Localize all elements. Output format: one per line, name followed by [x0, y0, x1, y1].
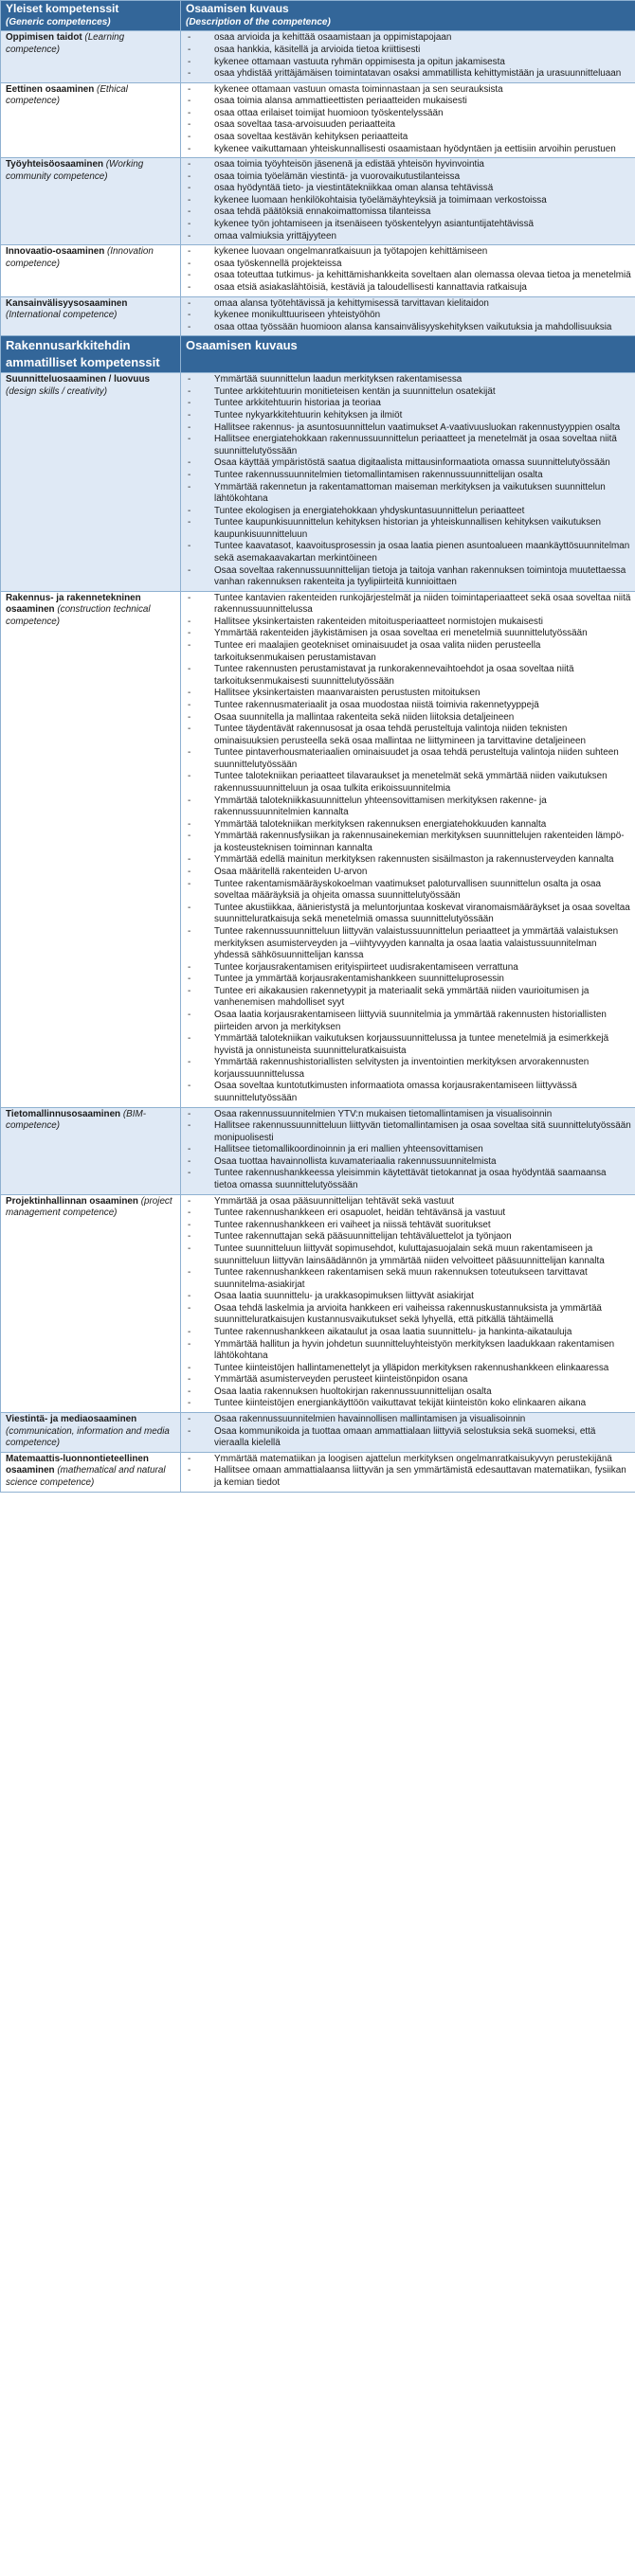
list-item: - kykenee työn johtamiseen ja itsenäiseen työskentelyyn asiantuntijatehtävissä — [186, 219, 631, 231]
competence-english-name: (International competence) — [6, 310, 118, 321]
table-row — [1, 82, 635, 157]
list-item: - Ymmärtää suunnittelun laadun merkityksen rakentamisessa — [186, 374, 631, 386]
list-item: - Osaa laatia korjausrakentamiseen liittyviä suunnitelmia ja ymmärtää rakennusten historiallisten piirteiden arvon ja merkityksen — [186, 1010, 631, 1033]
list-item: - Ymmärtää asumisterveyden perusteet kiinteistönpidon osana — [186, 1374, 631, 1386]
list-item: - Tuntee akustiikkaa, äänieristystä ja meluntorjuntaa koskevat viranomaismääräykset ja osaa soveltaa suunnitteluratkaisuja sekä menetelmiä omassa suunnittelutyössään — [186, 903, 631, 926]
list-item: - Osaa määritellä rakenteiden U-arvon — [186, 867, 631, 879]
competence-title: Oppimisen taidot — [6, 32, 82, 44]
list-item: - Osaa laatia suunnittelu- ja urakkasopimuksen liittyvät asiakirjat — [186, 1291, 631, 1303]
list-item: - Tuntee eri aikakausien rakennetyypit ja materiaalit sekä ymmärtää niiden vaurioitumisen ja vanhenemisen mahdolliset syyt — [186, 986, 631, 1010]
list-item: - osaa hankkia, käsitellä ja arvioida tietoa kriittisesti — [186, 45, 631, 57]
competence-description-cell — [181, 296, 635, 336]
list-item: - Ymmärtää talotekniikan vaikutuksen korjaussuunnittelussa ja tuntee menetelmiä ja esimerkkejä hyvistä ja onnistuneista suunnitteluratkaisuista — [186, 1033, 631, 1057]
specific-header-title: Osaamisen kuvaus — [186, 338, 298, 353]
list-item: - osaa toimia alansa ammattieettisten periaatteiden mukaisesti — [186, 96, 631, 108]
description-list — [186, 1109, 631, 1192]
list-item: - kykenee monikulttuuriseen yhteistyöhön — [186, 310, 631, 322]
generic-header-cell-2 — [181, 1, 635, 31]
description-list — [186, 32, 631, 80]
table-row — [1, 1452, 635, 1492]
description-list — [186, 1454, 631, 1490]
list-item: - osaa ottaa erilaiset toimijat huomioon työskentelyssään — [186, 108, 631, 120]
competence-name-cell — [1, 158, 181, 245]
competence-english-name: (design skills / creativity) — [6, 385, 108, 397]
competence-title: Tietomallinnusosaaminen — [6, 1108, 121, 1119]
list-item: - Tuntee suunnitteluun liittyvät sopimusehdot, kuluttajasuojalain sekä muun rakentamiseen ja suunnitteluun liittyvän lainsäädännön ja ymmärtää niiden velvoitteet pääsuunnittelijan kannalta — [186, 1243, 631, 1267]
list-item: - Tuntee rakennushankkeen rakentamisen sekä muun rakennuksen toteutukseen tarvittavat suunnitelma-asiakirjat — [186, 1267, 631, 1291]
list-item: - Tuntee ekologisen ja energiatehokkaan yhdyskuntasuunnittelun periaatteet — [186, 506, 631, 518]
list-item: - Osaa soveltaa kuntotutkimusten informaatiota omassa korjausrakentamiseen liittyvässä suunnittelutyössään — [186, 1081, 631, 1104]
list-item: - Osaa tuottaa havainnollista kuvamateriaalia rakennussuunnitelmista — [186, 1156, 631, 1169]
competence-name-cell — [1, 1413, 181, 1453]
competence-name-cell — [1, 245, 181, 296]
generic-header-subtitle: (Generic competences) — [6, 17, 111, 28]
table-row — [1, 1413, 635, 1453]
generic-header-subtitle: (Description of the competence) — [186, 17, 331, 28]
list-item: - Tuntee kaupunkisuunnittelun kehityksen historian ja yhteiskunnallisen kehityksen vaikutuksen kaupunkisuunnitteluun — [186, 517, 631, 541]
generic-header-cell-1 — [1, 1, 181, 31]
list-item: - osaa arvioida ja kehittää osaamistaan ja oppimistapojaan — [186, 32, 631, 45]
table-row — [1, 1194, 635, 1412]
list-item: - Ymmärtää talotekniikan merkityksen rakennuksen energiatehokkuuden kannalta — [186, 819, 631, 832]
competence-description-cell — [181, 591, 635, 1107]
competence-english-name: (Innovation competence) — [6, 246, 154, 269]
list-item: - Tuntee rakennusten perustamistavat ja runkorakennevaihtoehdot ja osaa soveltaa niitä tarkoituksenmukaisesti suunnittelutyössään — [186, 664, 631, 688]
list-item: - Tuntee rakennushankkeen eri vaiheet ja niissä tehtävät suoritukset — [186, 1220, 631, 1232]
competence-english-name: (Working community competence) — [6, 159, 144, 182]
list-item: - osaa soveltaa tasa-arvoisuuden periaatteita — [186, 119, 631, 132]
list-item: - Hallitsee omaan ammattialaansa liittyvän ja sen ymmärtämistä edesauttavan matematiikan, fysiikan ja kemian tiedot — [186, 1465, 631, 1489]
list-item: - Tuntee kaavatasot, kaavoitusprosessin ja osaa laatia pienen asuntoalueen maankäyttösuunnitelman sekä asemakaavakartan merkintöineen — [186, 541, 631, 564]
competence-name-cell — [1, 31, 181, 82]
competence-title: Matemaattis-luonnontieteellinen osaaminen — [6, 1453, 149, 1476]
competence-name-cell — [1, 82, 181, 157]
list-item: - Tuntee nykyarkkitehtuurin kehityksen ja ilmiöt — [186, 410, 631, 422]
table-row — [1, 1107, 635, 1194]
table-row — [1, 373, 635, 591]
competence-title: Työyhteisöosaaminen — [6, 159, 103, 170]
list-item: - Ymmärtää rakennetun ja rakentamattoman maiseman merkityksen ja vaikutuksen suunnittelun lähtökohtana — [186, 482, 631, 506]
generic-header-title: Yleiset kompetenssit — [6, 2, 119, 15]
list-item: - Tuntee talotekniikan periaatteet tilavaraukset ja menetelmät sekä ymmärtää niiden vaikutuksen rakennussuunnitteluun ja osaa tulkita erikoissuunnitelmia — [186, 771, 631, 795]
description-list — [186, 374, 631, 588]
list-item: - Tuntee arkkitehtuurin historiaa ja teoriaa — [186, 398, 631, 410]
competence-english-name: (BIM-competence) — [6, 1108, 146, 1132]
competence-english-name: (Learning competence) — [6, 32, 125, 55]
table-row — [1, 245, 635, 296]
list-item: - Ymmärtää rakennushistoriallisten selvitysten ja inventointien merkityksen arvorakennusten korjaussuunnittelussa — [186, 1057, 631, 1081]
list-item: - Tuntee kiinteistöjen hallintamenettelyt ja ylläpidon merkityksen rakennushankkeen elinkaaressa — [186, 1363, 631, 1375]
generic-header-row — [1, 1, 635, 31]
table-row — [1, 158, 635, 245]
list-item: - osaa yhdistää yrittäjämäisen toimintatavan osaksi ammatillista kehittymistään ja urasuunnitteluaan — [186, 68, 631, 80]
list-item: - Tuntee korjausrakentamisen erityispiirteet uudisrakentamiseen verrattuna — [186, 962, 631, 975]
list-item: - kykenee vaikuttamaan yhteiskunnallisesti osaamistaan hyödyntäen ja eettisiin arvoihin perustuen — [186, 144, 631, 156]
list-item: - Tuntee pintaverhousmateriaalien ominaisuudet ja osaa tehdä perusteltuja valintoja niiden suhteen suunnittelutyössään — [186, 747, 631, 771]
list-item: - Osaa rakennussuunnitelmien YTV:n mukaisen tietomallintamisen ja visualisoinnin — [186, 1109, 631, 1121]
list-item: - Osaa kommunikoida ja tuottaa omaan ammattialaan liittyviä selostuksia sekä suomeksi, että vieraalla kielellä — [186, 1426, 631, 1450]
list-item: - omaa alansa työtehtävissä ja kehittymisessä tarvittavan kielitaidon — [186, 298, 631, 311]
list-item: - Osaa suunnitella ja mallintaa rakenteita sekä niiden liitoksia detaljeineen — [186, 712, 631, 724]
list-item: - Ymmärtää ja osaa pääsuunnittelijan tehtävät sekä vastuut — [186, 1196, 631, 1208]
competence-name-cell — [1, 1194, 181, 1412]
competence-name-cell — [1, 373, 181, 591]
competence-name-cell — [1, 296, 181, 336]
list-item: - Ymmärtää matematiikan ja loogisen ajattelun merkityksen ongelmanratkaisukyvyn perustekijänä — [186, 1454, 631, 1466]
description-list — [186, 159, 631, 242]
competence-description-cell — [181, 82, 635, 157]
list-item: - Osaa soveltaa rakennussuunnittelijan tietoja ja taitoja vanhan rakennuksen toimintoja muutettaessa vanhan rakennuksen rakenteita ja tyylipiirteitä kunnioittaen — [186, 565, 631, 589]
list-item: - Tuntee kantavien rakenteiden runkojärjestelmät ja niiden toimintaperiaatteet sekä osaa soveltaa niitä rakennussuunnittelussa — [186, 593, 631, 617]
competence-description-cell — [181, 1452, 635, 1492]
generic-header-title: Osaamisen kuvaus — [186, 2, 289, 15]
list-item: - Tuntee rakennushankkeen eri osapuolet, heidän tehtävänsä ja vastuut — [186, 1208, 631, 1220]
specific-header-cell-1 — [1, 336, 181, 373]
list-item: - Osaa laatia rakennuksen huoltokirjan rakennussuunnittelijan osalta — [186, 1386, 631, 1399]
list-item: - kykenee luomaan henkilökohtaisia työelämäyhteyksiä ja toimimaan verkostoissa — [186, 195, 631, 207]
list-item: - Tuntee rakennushankkeessa yleisimmin käytettävät tietokannat ja osaa hyödyntää saamaansa tietoa omassa suunnittelutyössään — [186, 1168, 631, 1191]
competence-english-name: (communication, information and media competence) — [6, 1425, 170, 1449]
description-list — [186, 246, 631, 294]
list-item: - Tuntee rakennussuunnitteluun liittyvän valaistussuunnittelun periaatteet ja ymmärtää valaistuksen merkityksen asumisterveyden ja –viihtyvyyden kannalta ja osaa laatia valaistussuunnitelman yhdessä sähkösuunnittelijan kanssa — [186, 926, 631, 962]
list-item: - Tuntee kiinteistöjen energiankäyttöön vaikuttavat tekijät kiinteistön koko elinkaaren aikana — [186, 1398, 631, 1410]
competence-description-cell — [181, 1194, 635, 1412]
description-list — [186, 1414, 631, 1450]
list-item: - Ymmärtää hallitun ja hyvin johdetun suunnitteluyhteistyön merkityksen laadukkaan rakentamisen lähtökohtana — [186, 1339, 631, 1363]
list-item: - osaa työskennellä projekteissa — [186, 259, 631, 271]
table-row — [1, 591, 635, 1107]
list-item: - osaa etsiä asiakaslähtöisiä, kestäviä ja taloudellisesti kannattavia ratkaisuja — [186, 282, 631, 295]
competence-title: Kansainvälisyysosaaminen — [6, 297, 128, 309]
list-item: - osaa ottaa työssään huomioon alansa kansainvälisyyskehityksen vaikutuksia ja mahdollisuuksia — [186, 322, 631, 334]
competence-title: Suunnitteluosaaminen / luovuus — [6, 374, 150, 385]
competence-name-cell — [1, 1107, 181, 1194]
competence-description-cell — [181, 158, 635, 245]
table-row — [1, 296, 635, 336]
competence-title: Eettinen osaaminen — [6, 83, 95, 95]
list-item: - Ymmärtää talotekniikkasuunnittelun yhteensovittamisen merkityksen rakenne- ja rakennussuunnitelmien kannalta — [186, 796, 631, 819]
list-item: - Ymmärtää edellä mainitun merkityksen rakennusten sisäilmaston ja rakennusterveyden kannalta — [186, 854, 631, 867]
list-item: - Tuntee täydentävät rakennusosat ja osaa tehdä perusteltuja valintoja niiden teknisten ominaisuuksien perusteella sekä osaa mallintaa ne liittymineen ja tarvittavine detaljeineen — [186, 724, 631, 747]
list-item: - osaa tehdä päätöksiä ennakoimattomissa tilanteissa — [186, 206, 631, 219]
description-list — [186, 298, 631, 334]
list-item: - Tuntee rakennushankkeen aikataulut ja osaa laatia suunnittelu- ja hankinta-aikatauluja — [186, 1327, 631, 1339]
list-item: - Hallitsee energiatehokkaan rakennussuunnittelun periaatteet ja menetelmät ja osaa soveltaa niitä suunnittelutyössään — [186, 434, 631, 457]
list-item: - osaa toimia työyhteisön jäsenenä ja edistää yhteisön hyvinvointia — [186, 159, 631, 171]
list-item: - Hallitsee yksinkertaisten maanvaraisten perustusten mitoituksen — [186, 688, 631, 700]
list-item: - osaa hyödyntää tieto- ja viestintätekniikkaa oman alansa tehtävissä — [186, 183, 631, 195]
list-item: - Tuntee rakentamismääräyskokoelman vaatimukset paloturvallisen suunnittelun osalta ja osaa soveltaa määräyksiä ja ohjeita omassa suunnittelutyössään — [186, 879, 631, 903]
list-item: - Hallitsee yksinkertaisten rakenteiden mitoitusperiaatteet normistojen mukaisesti — [186, 617, 631, 629]
list-item: - Tuntee rakennuttajan sekä pääsuunnittelijan tehtäväluettelot ja työnjaon — [186, 1231, 631, 1243]
competence-name-cell — [1, 591, 181, 1107]
list-item: - Tuntee eri maalajien geotekniset ominaisuudet ja osaa valita niiden perusteella tarkoituksenmukaisen perustamistavan — [186, 640, 631, 664]
description-list — [186, 1196, 631, 1410]
competence-description-cell — [181, 373, 635, 591]
list-item: - Ymmärtää rakenteiden jäykistämisen ja osaa soveltaa eri menetelmiä suunnittelutyössään — [186, 628, 631, 640]
competence-name-cell — [1, 1452, 181, 1492]
list-item: - Hallitsee rakennussuunnitteluun liittyvän tietomallintamisen ja osaa soveltaa sitä suunnittelutyössään monipuolisesti — [186, 1120, 631, 1144]
list-item: - Tuntee ja ymmärtää korjausrakentamishankkeen suunnitteluprosessin — [186, 974, 631, 986]
specific-header-row — [1, 336, 635, 373]
table-row — [1, 31, 635, 82]
list-item: - kykenee ottamaan vastuuta ryhmän oppimisesta ja opitun jakamisesta — [186, 57, 631, 69]
description-list — [186, 593, 631, 1105]
list-item: - kykenee luovaan ongelmanratkaisuun ja työtapojen kehittämiseen — [186, 246, 631, 259]
list-item: - Hallitsee tietomallikoordinoinnin ja eri mallien yhteensovittamisen — [186, 1144, 631, 1156]
competence-english-name: (project management competence) — [6, 1195, 172, 1219]
list-item: - kykenee ottamaan vastuun omasta toiminnastaan ja sen seurauksista — [186, 84, 631, 97]
list-item: - Osaa tehdä laskelmia ja arvioita hankkeen eri vaiheissa rakennuskustannuksista ja ymmärtää suunnitteluratkaisujen kustannusvaikutukset sekä lyhyellä, että pitkällä tähtäimellä — [186, 1303, 631, 1327]
list-item: - Tuntee rakennusmateriaalit ja osaa muodostaa niistä toimivia rakennetyyppejä — [186, 700, 631, 712]
specific-header-cell-2 — [181, 336, 635, 373]
specific-header-title: Rakennusarkkitehdin ammatilliset kompetenssit — [6, 338, 160, 369]
competence-title: Innovaatio-osaaminen — [6, 246, 105, 258]
list-item: - Tuntee rakennussuunnitelmien tietomallintamisen rakennussuunnittelijan osalta — [186, 470, 631, 482]
list-item: - osaa toteuttaa tutkimus- ja kehittämishankkeita soveltaen alan olemassa olevaa tietoa ja menetelmiä — [186, 270, 631, 282]
list-item: - Tuntee arkkitehtuurin monitieteisen kentän ja suunnittelun osatekijät — [186, 386, 631, 399]
description-list — [186, 84, 631, 155]
list-item: - omaa valmiuksia yrittäjyyteen — [186, 231, 631, 243]
competence-english-name: (Ethical competence) — [6, 83, 128, 107]
competence-title: Projektinhallinnan osaaminen — [6, 1195, 138, 1207]
list-item: - Hallitsee rakennus- ja asuntosuunnittelun vaatimukset A-vaativuusluokan rakennustyyppien osalta — [186, 422, 631, 435]
list-item: - Osaa käyttää ympäristöstä saatua digitaalista mittausinformaatiota omassa suunnittelutyössään — [186, 457, 631, 470]
list-item: - osaa soveltaa kestävän kehityksen periaatteita — [186, 132, 631, 144]
list-item: - Ymmärtää rakennusfysiikan ja rakennusainekemian merkityksen suunnittelujen rakenteiden lämpö- ja kosteusteknisen toiminnan kannalta — [186, 831, 631, 854]
competence-description-cell — [181, 31, 635, 82]
competence-description-cell — [181, 1413, 635, 1453]
competence-description-cell — [181, 1107, 635, 1194]
competence-title: Rakennus- ja rakennetekninen osaaminen — [6, 592, 141, 616]
competence-english-name: (construction technical competence) — [6, 604, 151, 627]
competence-english-name: (mathematical and natural science competence) — [6, 1465, 166, 1488]
list-item: - osaa toimia työelämän viestintä- ja vuorovaikutustilanteissa — [186, 171, 631, 184]
list-item: - Osaa rakennussuunnitelmien havainnollisen mallintamisen ja visualisoinnin — [186, 1414, 631, 1426]
competence-description-cell — [181, 245, 635, 296]
competence-title: Viestintä- ja mediaosaaminen — [6, 1414, 137, 1425]
